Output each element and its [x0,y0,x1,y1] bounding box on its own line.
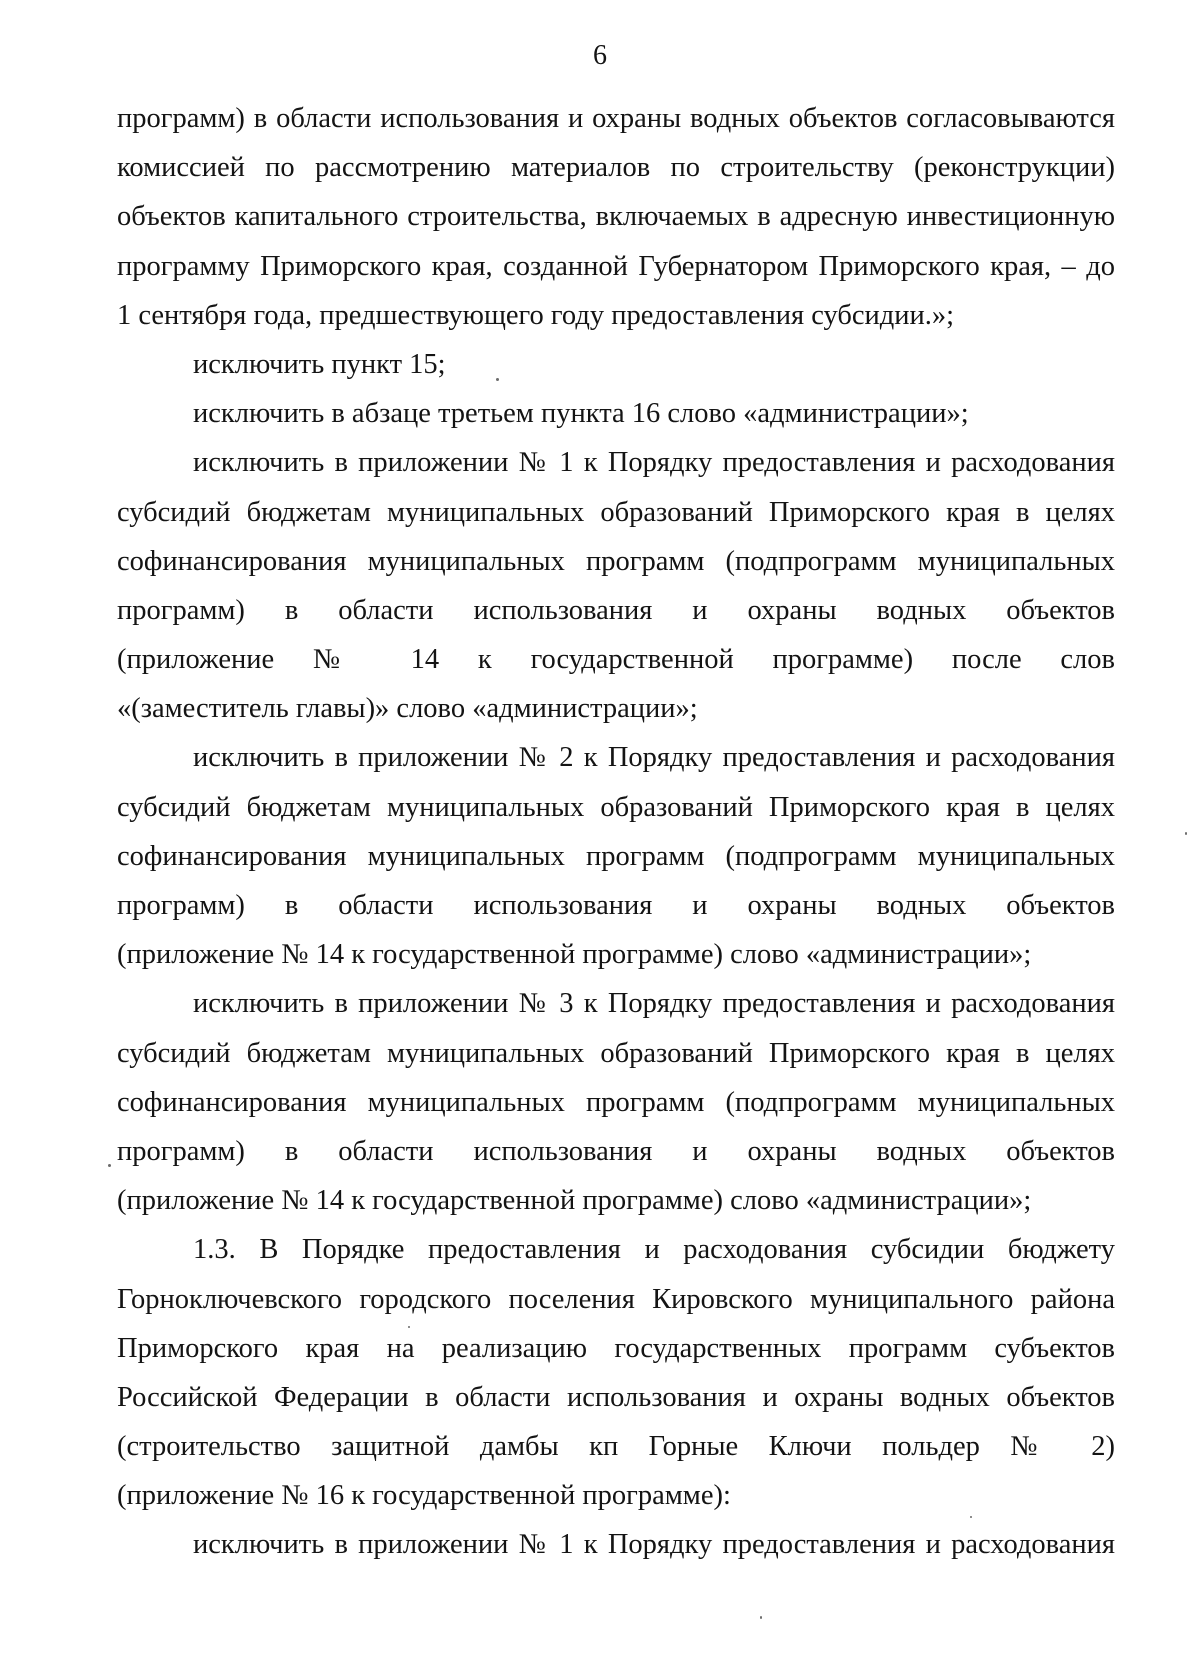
text-line: исключить пункт 15; [193,348,446,380]
text-line: программ) в области использования и охраны водных объектов [117,594,1115,626]
text-line: программ) в области использования и охраны водных объектов [117,1135,1115,1167]
text-line: исключить в абзаце третьем пункта 16 слово «администрации»; [193,398,969,430]
scan-speck [108,1164,111,1167]
text-line: «(заместитель главы)» слово «администрации»; [117,693,698,725]
text-line: софинансирования муниципальных программ (подпрограмм муниципальных [117,1086,1115,1118]
text-line: Горноключевского городского поселения Кировского муниципального района [117,1283,1115,1315]
text-line: (приложение № 14 к государственной программе) слово «администрации»; [117,1185,1032,1217]
text-line: (строительство защитной дамбы кп Горные Ключи польдер № 2) [117,1431,1115,1463]
scan-speck [408,1326,410,1328]
paragraph-continuation [117,94,1115,340]
text-line: субсидий бюджетам муниципальных образований Приморского края в целях [117,496,1115,528]
text-line: 1 сентября года, предшествующего году предоставления субсидии.»; [117,299,955,331]
paragraph-appendix-3 [117,979,1115,1225]
text-line: (приложение № 16 к государственной программе): [117,1480,731,1512]
text-line: субсидий бюджетам муниципальных образований Приморского края в целях [117,1037,1115,1069]
text-line: комиссией по рассмотрению материалов по строительству (реконструкции) [117,152,1115,184]
text-line: программу Приморского края, созданной Губернатором Приморского края, – до [117,250,1115,282]
paragraph-appendix-2 [117,733,1115,979]
scan-speck [496,378,499,381]
text-line: (приложение № 14 к государственной программе) слово «администрации»; [117,939,1032,971]
text-line: исключить в приложении № 3 к Порядку предоставления и расходования [193,988,1115,1020]
paragraph-section-1-3 [117,1225,1115,1520]
text-line: исключить в приложении № 1 к Порядку предоставления и расходования [193,447,1115,479]
paragraph-appendix-1 [117,438,1115,733]
text-line: исключить в приложении № 2 к Порядку предоставления и расходования [193,742,1115,774]
text-line: (приложение № 14 к государственной программе) после слов [117,644,1115,676]
text-line: Приморского края на реализацию государственных программ субъектов [117,1332,1115,1364]
text-line: 1.3. В Порядке предоставления и расходования субсидии бюджету [193,1234,1115,1266]
paragraph-section-1-3-appendix-1 [117,1520,1115,1569]
text-line: Российской Федерации в области использования и охраны водных объектов [117,1381,1115,1413]
text-line: исключить в приложении № 1 к Порядку предоставления и расходования [193,1529,1115,1561]
text-line: программ) в области использования и охраны водных объектов [117,890,1115,921]
paragraph-exclude-point-15 [117,340,1115,389]
document-body [117,94,1115,1570]
paragraph-exclude-point-16 [117,389,1115,438]
page-number: 6 [593,40,607,71]
text-line: объектов капитального строительства, включаемых в адресную инвестиционную [117,201,1115,233]
scan-speck [760,1616,762,1619]
text-line: субсидий бюджетам муниципальных образований Приморского края в целях [117,791,1115,823]
text-line: софинансирования муниципальных программ (подпрограмм муниципальных [117,545,1115,577]
text-line: программ) в области использования и охраны водных объектов согласовываются [117,103,1115,134]
scan-speck [1185,832,1187,835]
scan-speck [970,1516,972,1518]
text-line: софинансирования муниципальных программ (подпрограмм муниципальных [117,840,1115,872]
